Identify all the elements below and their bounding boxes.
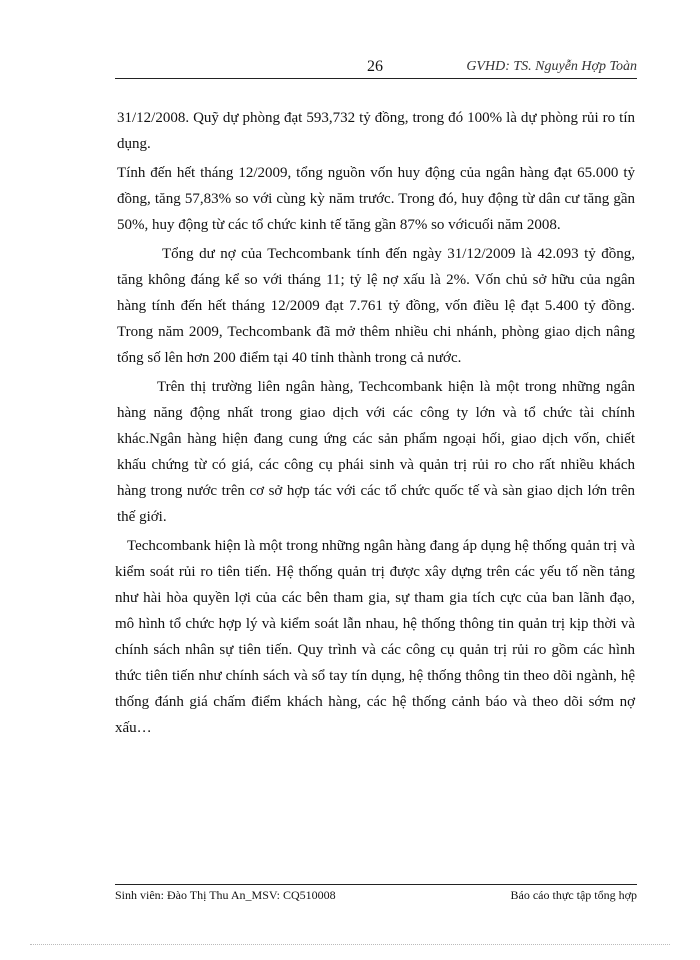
footer-divider bbox=[115, 884, 637, 885]
supervisor-label: GVHD: TS. Nguyễn Hợp Toàn bbox=[466, 59, 637, 74]
paragraph-provision-fund: 31/12/2008. Quỹ dự phòng đạt 593,732 tỷ đồng, trong đó 100% là dự phòng rủi ro tín dụng. bbox=[117, 110, 635, 152]
footer-student-info: Sinh viên: Đào Thị Thu An_MSV: CQ510008 bbox=[115, 888, 336, 902]
paragraph-risk-management: Techcombank hiện là một trong những ngân hàng đang áp dụng hệ thống quản trị và kiểm soát rủi ro tiên tiến. Hệ thống quản trị được xây dựng trên các yếu tố nền tảng như hài hòa quyền lợi của các bên tham gia, sự tham gia tích cực của ban lãnh đạo, mô hình tổ chức hợp lý và kiểm soát lẫn nhau, hệ thống thông tin quản trị kịp thời và chính sách nhân sự tiên tiến. Quy trình và các công cụ quản trị rủi ro gồm các hình thức tiên tiến như chính sách và sổ tay tín dụng, hệ thống thông tin theo dõi ngành, hệ thống đánh giá chấm điểm khách hàng, các hệ thống cảnh báo và theo dõi sớm nợ xấu… bbox=[115, 538, 635, 736]
page-bottom-border bbox=[30, 944, 670, 945]
page-number: 26 bbox=[367, 58, 383, 75]
page-footer bbox=[115, 888, 637, 906]
header-divider bbox=[115, 78, 637, 79]
page-header bbox=[115, 56, 637, 78]
paragraph-interbank-market: Trên thị trường liên ngân hàng, Techcombank hiện là một trong những ngân hàng năng động nhất trong giao dịch với các công ty lớn và tổ chức tài chính khác.Ngân hàng hiện đang cung ứng các sản phẩm ngoại hối, giao dịch vốn, chiết khấu chứng từ có giá, các công cụ phái sinh và quản trị rủi ro cho rất nhiều khách hàng trong nước trên cơ sở hợp tác với các tổ chức quốc tế và sàn giao dịch lớn trên thế giới. bbox=[117, 379, 635, 525]
paragraph-outstanding-loans: Tổng dư nợ của Techcombank tính đến ngày 31/12/2009 là 42.093 tỷ đồng, tăng không đáng kể so với tháng 11; tỷ lệ nợ xấu là 2%. Vốn chủ sở hữu của ngân hàng tính đến hết tháng 12/2009 đạt 7.761 tỷ đồng, vốn điều lệ đạt 5.400 tỷ đồng. Trong năm 2009, Techcombank đã mở thêm nhiều chi nhánh, phòng giao dịch nâng tổng số lên hơn 200 điểm tại 40 tỉnh thành trong cả nước. bbox=[117, 246, 635, 366]
footer-report-type: Báo cáo thực tập tổng hợp bbox=[510, 888, 637, 902]
paragraph-capital-mobilization: Tính đến hết tháng 12/2009, tổng nguồn vốn huy động của ngân hàng đạt 65.000 tỷ đồng, tăng 57,83% so với cùng kỳ năm trước. Trong đó, huy động từ dân cư tăng gần 50%, huy động từ các tổ chức kinh tế tăng gần 87% so vớicuối năm 2008. bbox=[117, 165, 635, 233]
body-text bbox=[117, 105, 635, 744]
